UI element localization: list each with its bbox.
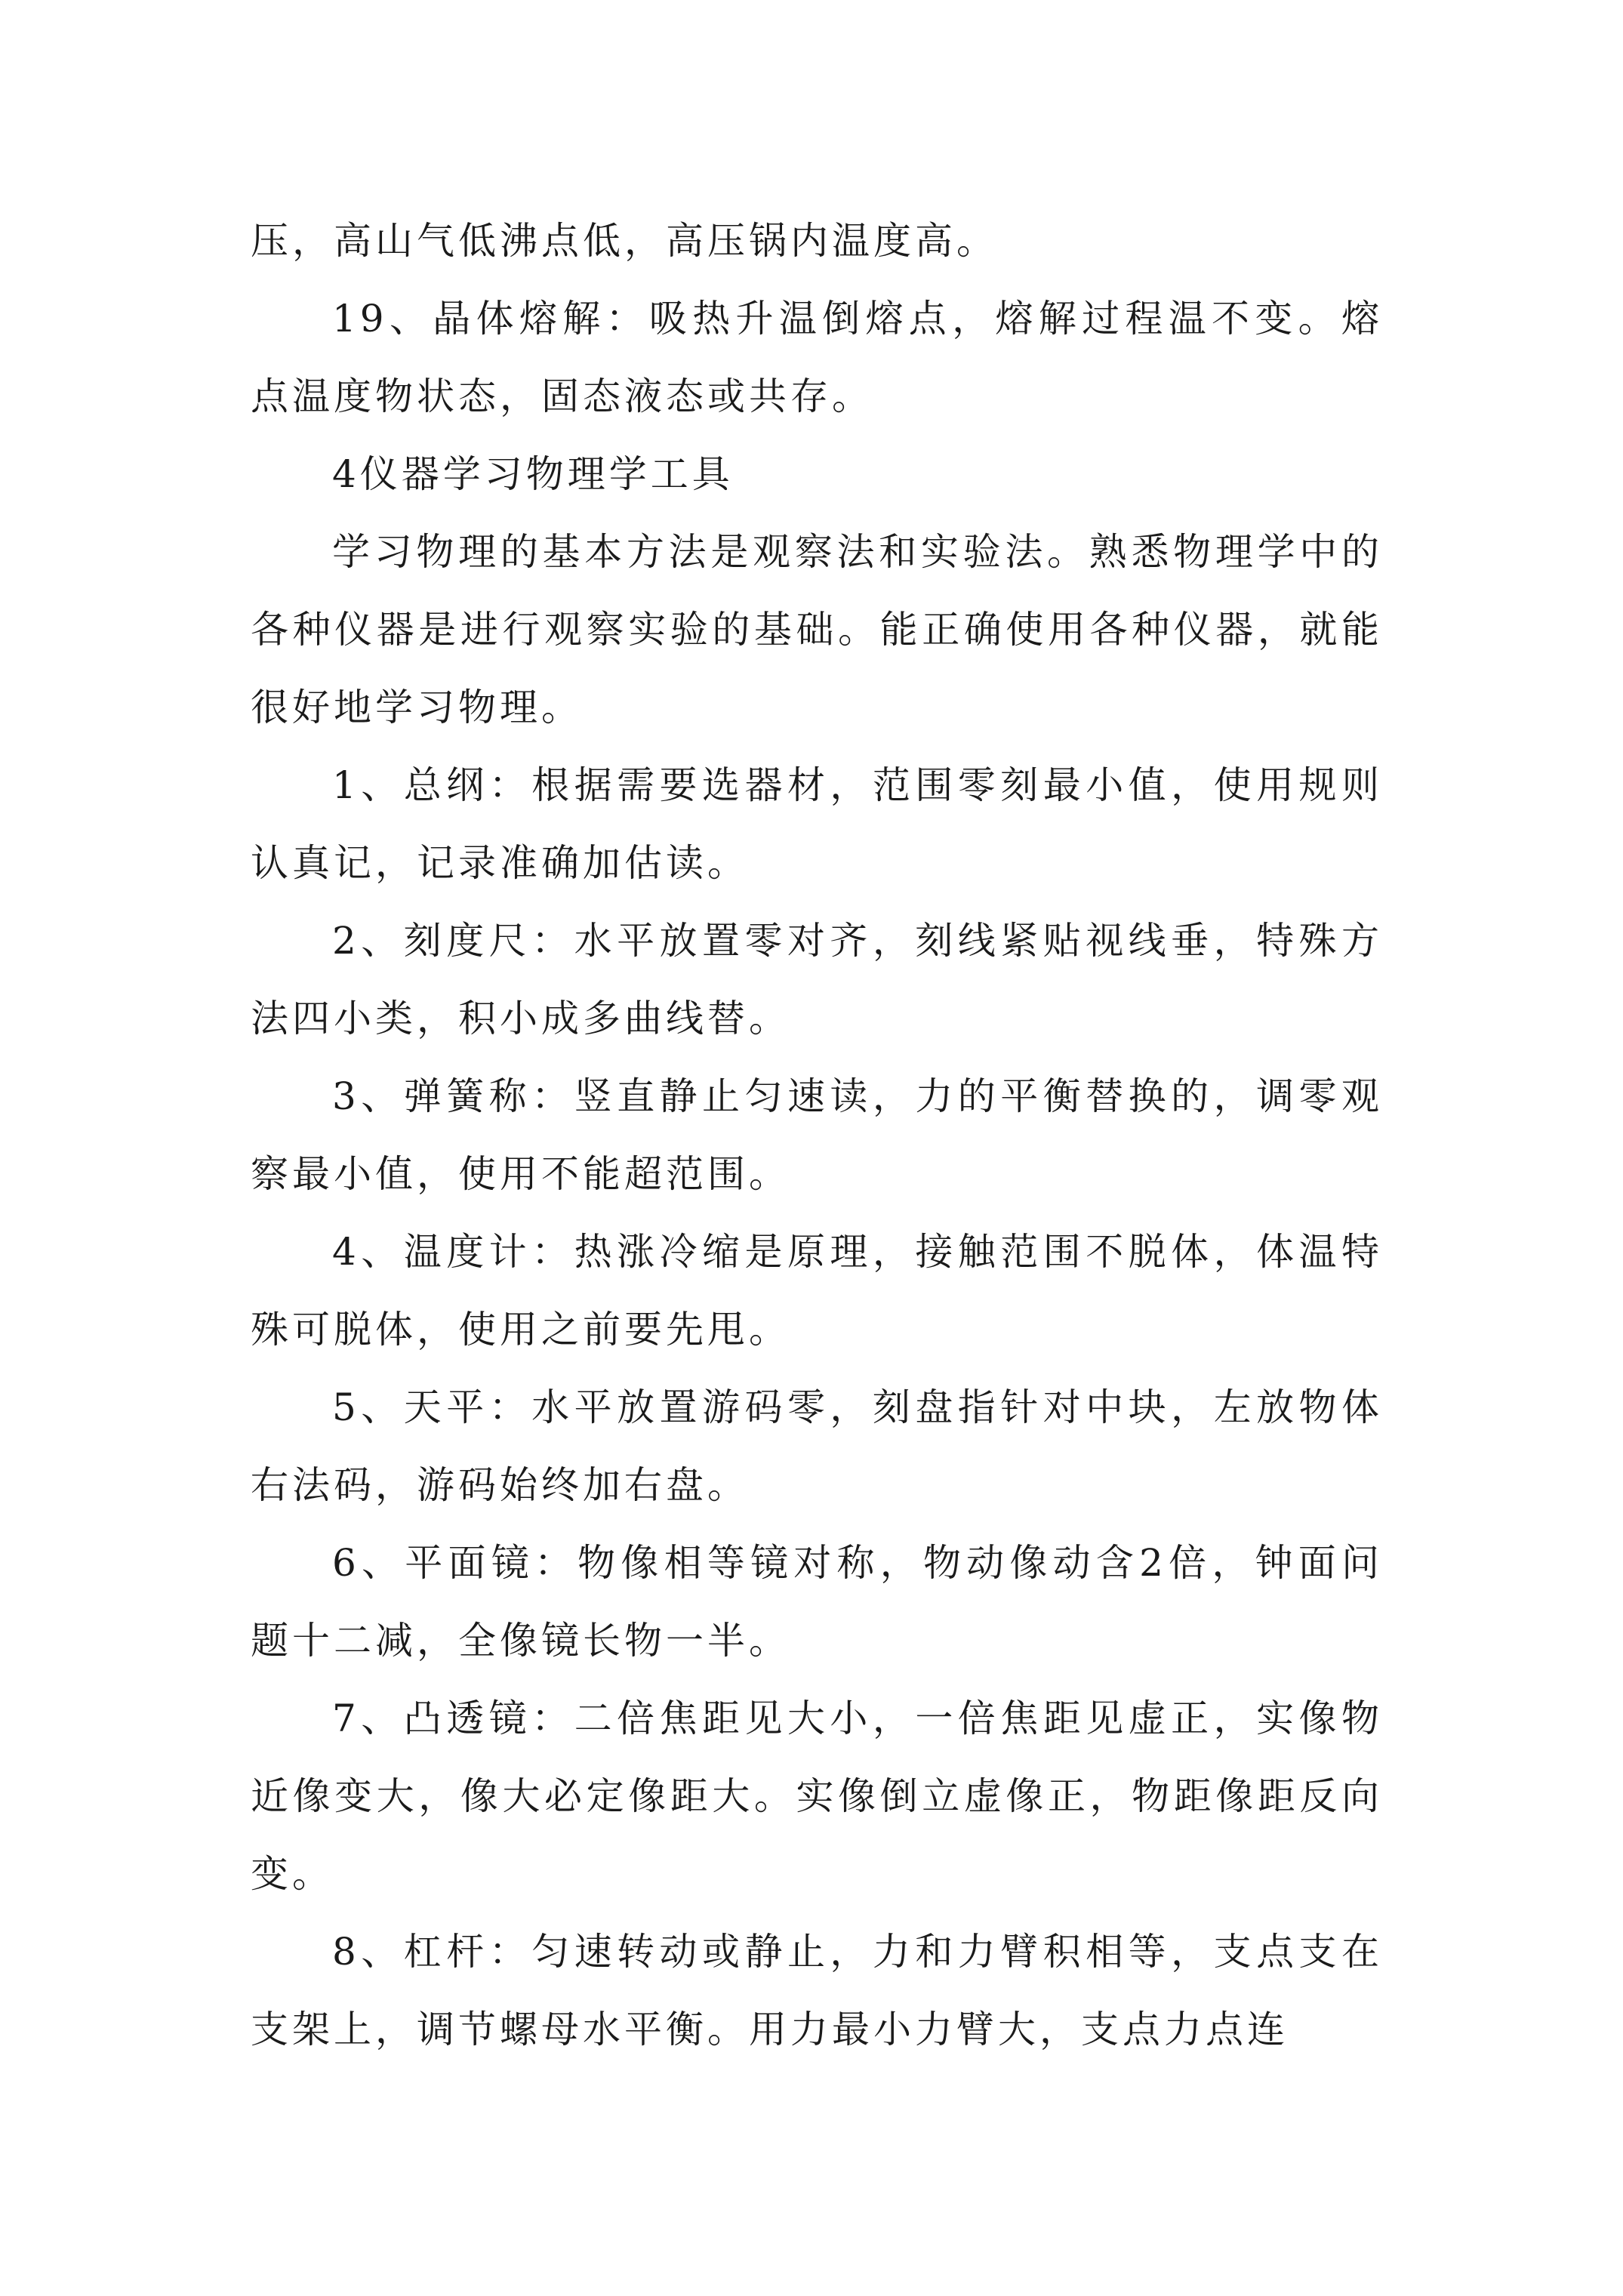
paragraph-item-5: 5、天平：水平放置游码零，刻盘指针对中块，左放物体右法码，游码始终加右盘。 — [251, 1385, 1383, 1507]
section-heading: 4仪器学习物理学工具 — [332, 452, 734, 496]
paragraph-item-2: 2、刻度尺：水平放置零对齐，刻线紧贴视线垂，特殊方法四小类，积小成多曲线替。 — [251, 919, 1383, 1040]
paragraph-item-4: 4、温度计：热涨冷缩是原理，接触范围不脱体，体温特殊可脱体，使用之前要先甩。 — [251, 1230, 1383, 1351]
paragraph-item-6: 6、平面镜：物像相等镜对称，物动像动含2倍，钟面问题十二减，全像镜长物一半。 — [251, 1541, 1383, 1663]
paragraph-intro: 学习物理的基本方法是观察法和实验法。熟悉物理学中的各种仪器是进行观察实验的基础。能正确使用各种仪器，就能很好地学习物理。 — [251, 530, 1383, 729]
paragraph-continuation: 压，高山气低沸点低，高压锅内温度高。 — [251, 219, 998, 263]
paragraph-item-8: 8、杠杆：匀速转动或静止，力和力臂积相等，支点支在支架上，调节螺母水平衡。用力最小力臂大，支点力点连 — [251, 1930, 1383, 2051]
paragraph-item-3: 3、弹簧称：竖直静止匀速读，力的平衡替换的，调零观察最小值，使用不能超范围。 — [251, 1074, 1383, 1196]
body-text — [251, 202, 1383, 2069]
paragraph-item-19: 19、晶体熔解：吸热升温倒熔点，熔解过程温不变。熔点温度物状态，固态液态或共存。 — [251, 297, 1383, 418]
paragraph-item-7: 7、凸透镜：二倍焦距见大小，一倍焦距见虚正，实像物近像变大，像大必定像距大。实像倒立虚像正，物距像距反向变。 — [251, 1697, 1383, 1896]
paragraph-item-1: 1、总纲：根据需要选器材，范围零刻最小值，使用规则认真记，记录准确加估读。 — [251, 763, 1383, 885]
